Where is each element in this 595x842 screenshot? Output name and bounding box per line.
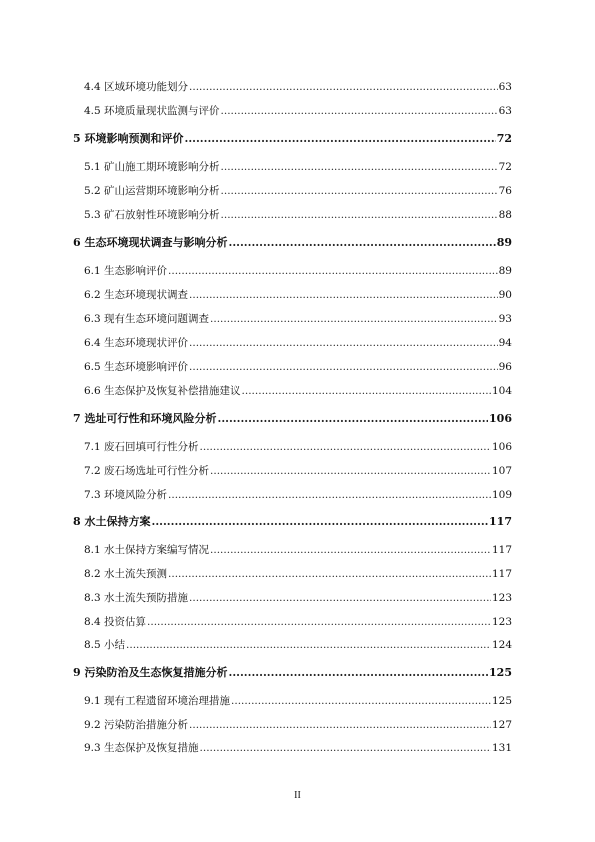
dot-leader: [189, 591, 491, 605]
toc-entry-page: 117: [491, 544, 512, 556]
toc-entry-label: 8.2 水土流失预测: [84, 568, 168, 580]
toc-entry-page: 72: [498, 161, 512, 173]
toc-entry-label: 8.1 水土保持方案编写情况: [84, 544, 210, 556]
toc-entry-page: 88: [498, 209, 512, 221]
toc-entry-page: 124: [491, 639, 512, 651]
toc-entry[interactable]: [84, 591, 512, 605]
toc-entry[interactable]: [84, 694, 512, 708]
toc-entry-page: 117: [489, 515, 512, 528]
dot-leader: [210, 543, 491, 557]
dot-leader: [221, 160, 498, 174]
toc-entry-label: 9 污染防治及生态恢复措施分析: [73, 666, 228, 679]
toc-entry-page: 63: [498, 105, 512, 117]
dot-leader: [221, 208, 498, 222]
toc-entry-label: 8.5 小结: [84, 639, 126, 651]
toc-entry[interactable]: [84, 80, 512, 94]
toc-entry-page: 93: [498, 313, 512, 325]
toc-entry[interactable]: [84, 288, 512, 302]
toc-entry-label: 6.2 生态环境现状调查: [84, 289, 189, 301]
toc-entry-page: 123: [491, 616, 512, 628]
toc-chapter-entry[interactable]: [73, 515, 512, 529]
toc-entry-page: 96: [498, 361, 512, 373]
toc-entry-label: 7.1 废石回填可行性分析: [84, 441, 199, 453]
toc-entry-label: 6.1 生态影响评价: [84, 265, 168, 277]
toc-entry[interactable]: [84, 360, 512, 374]
toc-entry-page: 123: [491, 592, 512, 604]
toc-entry-label: 4.5 环境质量现状监测与评价: [84, 105, 220, 117]
toc-entry-label: 8 水土保持方案: [73, 515, 151, 528]
toc-chapter-entry[interactable]: [73, 132, 512, 146]
toc-entry-label: 5.3 矿石放射性环境影响分析: [84, 209, 220, 221]
dot-leader: [189, 718, 491, 732]
toc-entry[interactable]: [84, 488, 512, 502]
toc-entry[interactable]: [84, 638, 512, 652]
toc-entry-label: 7 选址可行性和环境风险分析: [73, 412, 217, 425]
dot-leader: [221, 184, 498, 198]
toc-entry-label: 8.4 投资估算: [84, 616, 147, 628]
dot-leader: [168, 264, 498, 278]
toc-entry[interactable]: [84, 384, 512, 398]
toc-entry-label: 6 生态环境现状调查与影响分析: [73, 236, 228, 249]
toc-entry[interactable]: [84, 104, 512, 118]
toc-entry[interactable]: [84, 312, 512, 326]
toc-entry-label: 9.1 现有工程遗留环境治理措施: [84, 695, 231, 707]
toc-entry[interactable]: [84, 741, 512, 755]
dot-leader: [200, 741, 491, 755]
toc-entry[interactable]: [84, 440, 512, 454]
dot-leader: [189, 80, 498, 94]
toc-entry[interactable]: [84, 718, 512, 732]
toc-entry-label: 5 环境影响预测和评价: [73, 132, 184, 145]
toc-entry-label: 7.3 环境风险分析: [84, 489, 168, 501]
toc-entry-page: 72: [496, 132, 512, 145]
dot-leader: [242, 384, 491, 398]
dot-leader: [147, 615, 491, 629]
toc-entry-page: 104: [491, 385, 512, 397]
toc-chapter-entry[interactable]: [73, 412, 512, 426]
dot-leader: [189, 360, 498, 374]
toc-entry[interactable]: [84, 567, 512, 581]
toc-entry[interactable]: [84, 160, 512, 174]
dot-leader: [126, 638, 491, 652]
toc-entry-label: 6.3 现有生态环境问题调查: [84, 313, 210, 325]
toc-entry-page: 131: [491, 742, 512, 754]
dot-leader: [168, 567, 491, 581]
toc-entry-page: 94: [498, 337, 512, 349]
toc-entry-page: 106: [489, 412, 512, 425]
dot-leader: [217, 412, 488, 426]
dot-leader: [228, 666, 488, 680]
toc-entry-page: 63: [498, 81, 512, 93]
toc-entry-label: 9.2 污染防治措施分析: [84, 719, 189, 731]
toc-entry-label: 6.6 生态保护及恢复补偿措施建议: [84, 385, 241, 397]
dot-leader: [189, 288, 498, 302]
toc-entry-label: 6.4 生态环境现状评价: [84, 337, 189, 349]
toc-entry-label: 4.4 区域环境功能划分: [84, 81, 189, 93]
toc-chapter-entry[interactable]: [73, 666, 512, 680]
toc-entry[interactable]: [84, 543, 512, 557]
dot-leader: [228, 236, 495, 250]
toc-entry-label: 5.1 矿山施工期环境影响分析: [84, 161, 220, 173]
dot-leader: [210, 464, 491, 478]
toc-entry-page: 106: [491, 441, 512, 453]
toc-entry-page: 117: [491, 568, 512, 580]
toc-entry-label: 7.2 废石场选址可行性分析: [84, 465, 210, 477]
toc-entry-label: 6.5 生态环境影响评价: [84, 361, 189, 373]
page-number: II: [294, 790, 301, 801]
toc-chapter-entry[interactable]: [73, 236, 512, 250]
dot-leader: [151, 515, 488, 529]
toc-entry[interactable]: [84, 464, 512, 478]
toc-entry[interactable]: [84, 615, 512, 629]
dot-leader: [200, 440, 491, 454]
toc-entry-page: 90: [498, 289, 512, 301]
toc-entry[interactable]: [84, 264, 512, 278]
toc-entry-page: 89: [498, 265, 512, 277]
toc-entry-label: 9.3 生态保护及恢复措施: [84, 742, 199, 754]
toc-entry[interactable]: [84, 208, 512, 222]
toc-entry-page: 76: [498, 185, 512, 197]
dot-leader: [221, 104, 498, 118]
dot-leader: [231, 694, 491, 708]
toc-entry-label: 8.3 水土流失预防措施: [84, 592, 189, 604]
dot-leader: [168, 488, 491, 502]
dot-leader: [184, 132, 495, 146]
toc-entry-page: 109: [491, 489, 512, 501]
toc-entry-page: 125: [491, 695, 512, 707]
toc-entry[interactable]: [84, 184, 512, 198]
toc-entry-page: 89: [496, 236, 512, 249]
toc-entry-page: 127: [491, 719, 512, 731]
dot-leader: [189, 336, 498, 350]
dot-leader: [210, 312, 498, 326]
toc-entry[interactable]: [84, 336, 512, 350]
toc-entry-page: 125: [489, 666, 512, 679]
toc-entry-label: 5.2 矿山运营期环境影响分析: [84, 185, 220, 197]
toc-entry-page: 107: [491, 465, 512, 477]
